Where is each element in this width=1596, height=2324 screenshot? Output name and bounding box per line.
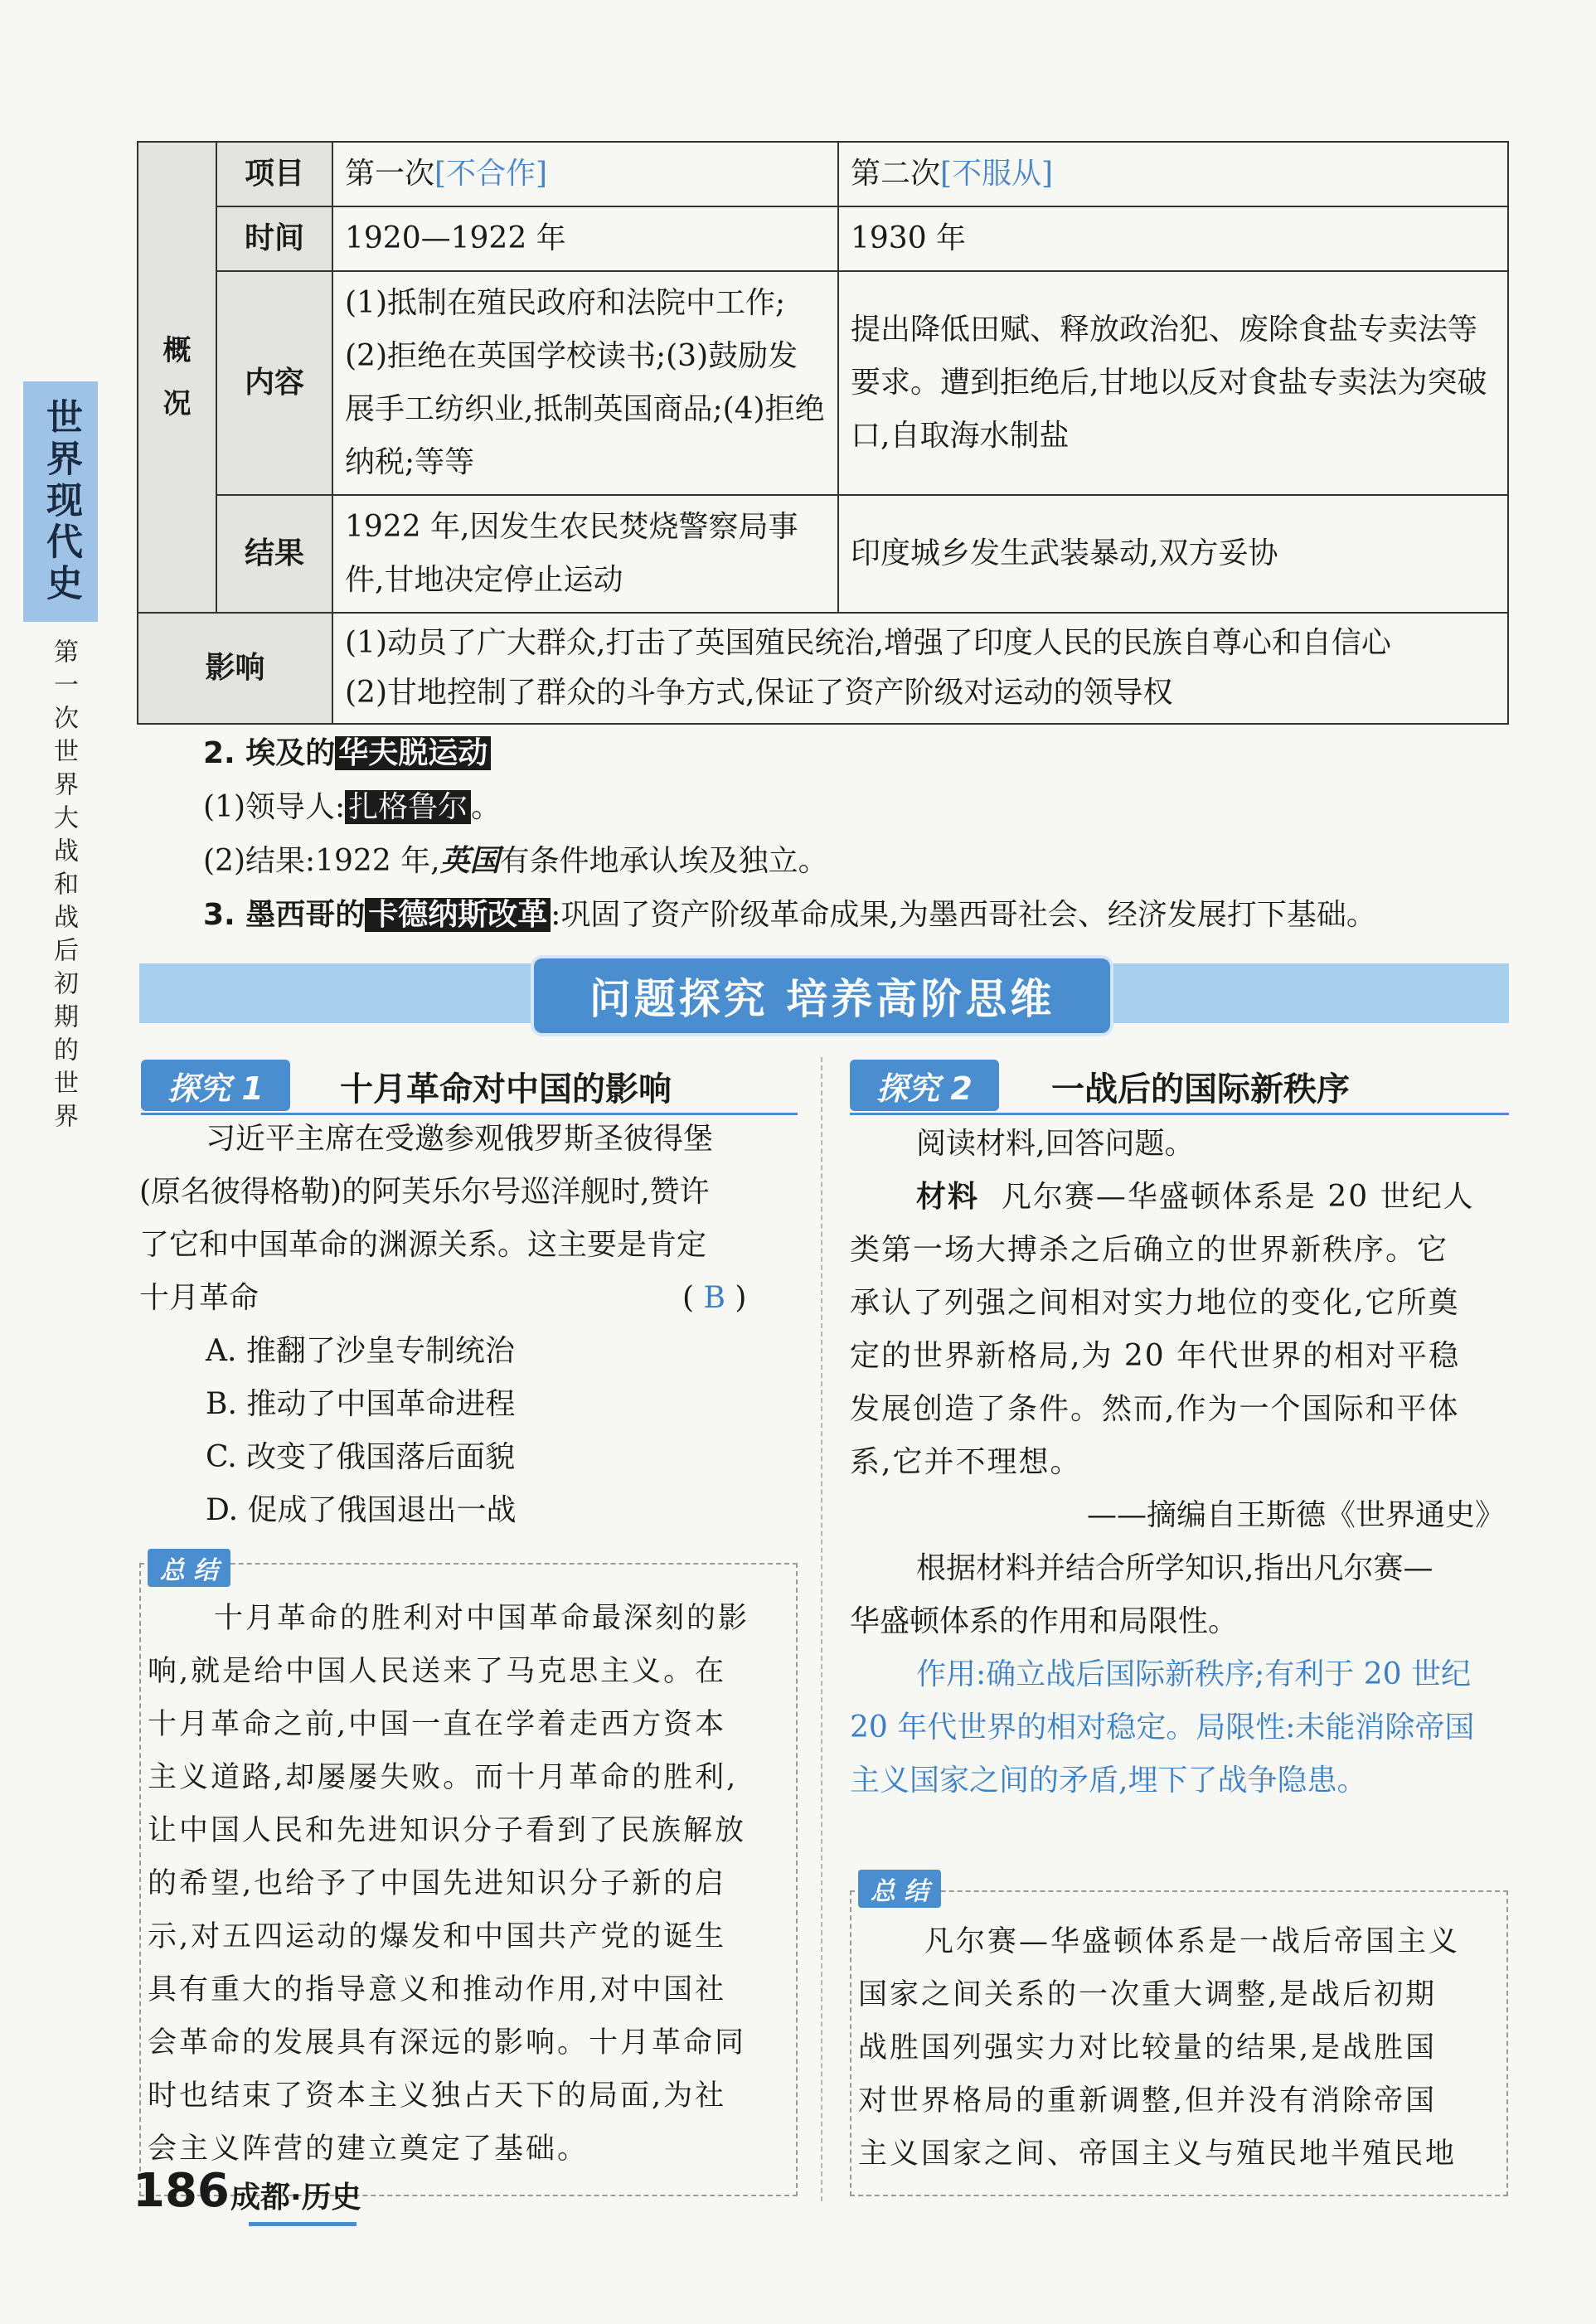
- explore1-options: [206, 1325, 516, 1537]
- material-source: ——摘编自王斯德《世界通史》: [1086, 1498, 1505, 1532]
- header-second: 第二次[不服从]: [838, 142, 1508, 206]
- option-b: B. 推动了中国革命进程: [206, 1387, 516, 1421]
- footer-edition: 成都·历史: [230, 2181, 361, 2215]
- section-banner: 问题探究 培养高阶思维: [531, 955, 1113, 1036]
- explore1-summary-text: 十月革命的胜利对中国革命最深刻的影 响,就是给中国人民送来了马克思主义。在 十月革命之前,中国一直在学着走西方资本 主义道路,却屡屡失败。而十月革命的胜利, 让中国人民和先进知识分子看到了民族解放 的希望,也给予了中国先进知识分子新的启 示,对五四运动的爆发和中国共产党的诞生 具有重大的指导意义和推动作用,对中国社 会革命的发展具有深远的影响。十月革命同 时也结束了资本主义独占天下的局面,为社 会主义阵营的建立奠定了基础。: [148, 1602, 750, 2166]
- impact-line-2: (2)甘地控制了群众的斗争方式,保证了资产阶级对运动的领导权: [345, 676, 1173, 710]
- header-item: 项目: [216, 142, 332, 206]
- content-second: 提出降低田赋、释放政治犯、废除食盐专卖法等要求。遭到拒绝后,甘地以反对食盐专卖法为突破口,自取海水制盐: [838, 271, 1508, 495]
- column-divider: [821, 1057, 822, 2201]
- row-result-label: 结果: [216, 495, 332, 613]
- explore2-summary-text: 凡尔赛—华盛顿体系是一战后帝国主义 国家之间关系的一次重大调整,是战后初期 战胜国列强实力对比较量的结果,是战胜国 对世界格局的重新调整,但并没有消除帝国 主义国家之间、帝国主义与殖民地半殖民地: [858, 1925, 1461, 2171]
- explore1-stem: 习近平主席在受邀参观俄罗斯圣彼得堡 (原名彼得格勒)的阿芙乐尔号巡洋舰时,赞许 了它和中国革命的渊源关系。这主要是肯定 十月革命 ( B ): [139, 1113, 803, 1325]
- row-impact-label: 影响: [138, 613, 332, 724]
- impact-cell: [332, 613, 1508, 724]
- explore1-badge: 探究 1: [141, 1060, 290, 1111]
- explore2-rule: [850, 1113, 1509, 1115]
- explore1-title: 十月革命对中国的影响: [340, 1070, 672, 1109]
- row-time-label: 时间: [216, 206, 332, 271]
- content-first: (1)抵制在殖民政府和法院中工作;(2)拒绝在英国学校读书;(3)鼓励发展手工纺织业,抵制英国商品;(4)拒绝纳税;等等: [332, 271, 838, 495]
- option-d: D. 促成了俄国退出一战: [206, 1493, 517, 1527]
- explore1-summary-label: 总 结: [148, 1549, 230, 1587]
- page-number: 186: [133, 2164, 230, 2218]
- row-content-label: 内容: [216, 271, 332, 495]
- explore2-summary-label: 总 结: [858, 1870, 941, 1908]
- footer-accent: [249, 2222, 357, 2226]
- mexico-line: 3. 墨西哥的 卡德纳斯改革 :巩固了资产阶级革命成果,为墨西哥社会、经济发展打下基础。: [203, 898, 1376, 932]
- time-first: 1920—1922 年: [332, 206, 838, 271]
- impact-line-1: (1)动员了广大群众,打击了英国殖民统治,增强了印度人民的民族自尊心和自信心: [345, 626, 1391, 660]
- result-first: 1922 年,因发生农民焚烧警察局事件,甘地决定停止运动: [332, 495, 838, 613]
- egypt-leader: (1)领导人: 扎格鲁尔 。: [203, 790, 502, 824]
- answer-bracket: ( B ): [682, 1281, 747, 1315]
- egypt-heading: 2. 埃及的 华夫脱运动: [203, 730, 491, 772]
- egypt-result: (2)结果:1922 年,英国有条件地承认埃及独立。: [203, 843, 828, 878]
- result-second: 印度城乡发生武装暴动,双方妥协: [838, 495, 1508, 613]
- time-second: 1930 年: [838, 206, 1508, 271]
- side-tab-title: 世界现代史: [40, 398, 82, 605]
- movement-table: [137, 141, 1509, 725]
- explore2-badge: 探究 2: [850, 1060, 999, 1111]
- option-a: A. 推翻了沙皇专制统治: [206, 1334, 515, 1368]
- row-group-overview: 概况: [138, 142, 216, 613]
- header-first: 第一次[不合作]: [332, 142, 838, 206]
- explore2-material: 阅读材料,回答问题。 材料 凡尔赛—华盛顿体系是 20 世纪人 类第一场大搏杀之后确立的世界新秩序。它 承认了列强之间相对实力地位的变化,它所奠 定的世界新格局,为 20 年代世界的相对平稳 发展创造了条件。然而,作为一个国际和平体 系,它并不理想。 ——摘编自王斯德《世界通史》 根据材料并结合所学知识,指出凡尔赛— 华盛顿体系的作用和局限性。 作用:确立战后国际新秩序;有利于 20 世纪 20 年代世界的相对稳定。局限性:未能消除帝国 主义国家之间的矛盾,埋下了战争隐患。: [850, 1118, 1513, 1807]
- explore2-title: 一战后的国际新秩序: [1051, 1070, 1350, 1109]
- side-tab-subtitle: 第一次世界大战和战后初期的世界: [49, 638, 78, 1136]
- option-c: C. 改变了俄国落后面貌: [206, 1440, 516, 1474]
- side-tab: [23, 381, 98, 622]
